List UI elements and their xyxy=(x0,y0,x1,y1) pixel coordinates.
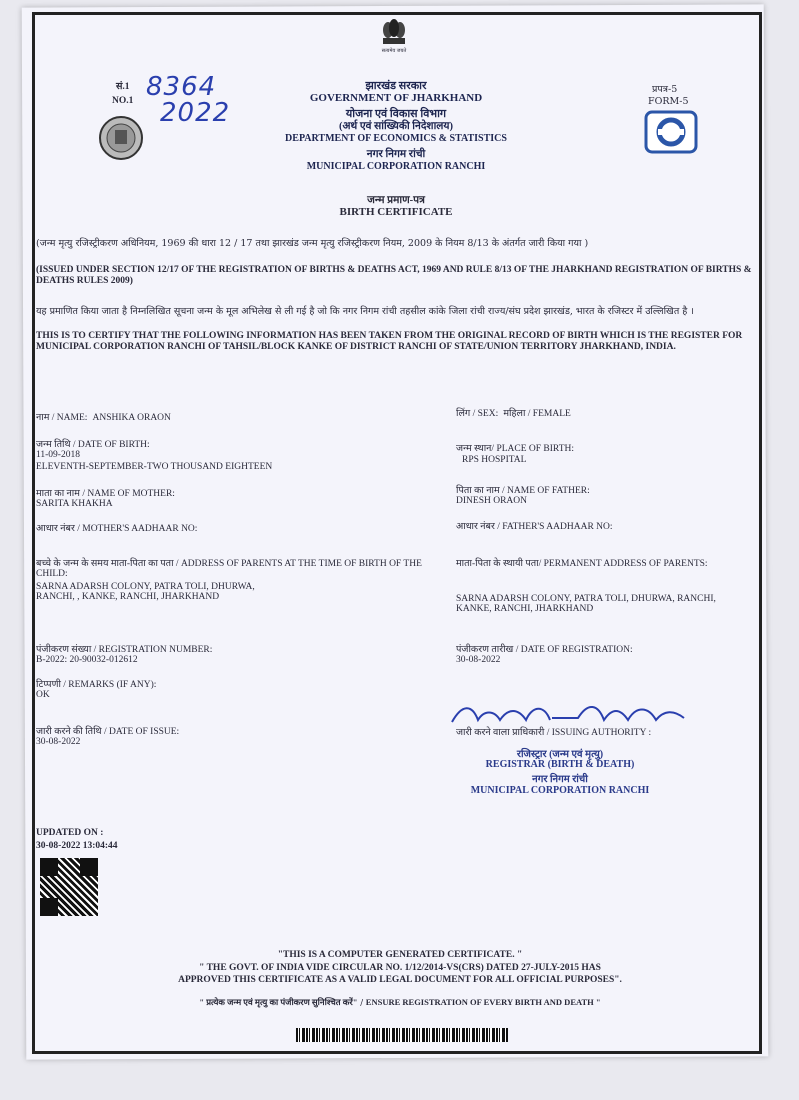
footer-line-3: APPROVED THIS CERTIFICATE AS A VALID LEGAL DOCUMENT FOR ALL OFFICIAL PURPOSES". xyxy=(178,975,622,985)
issue-date-value: 30-08-2022 xyxy=(36,737,81,747)
sex-value: महिला / FEMALE xyxy=(503,409,571,419)
name-label: नाम / NAME: xyxy=(36,413,88,423)
permanent-address-label: माता-पिता के स्थायी पता/ PERMANENT ADDRESS OF PARENTS: xyxy=(456,559,708,569)
sex-field xyxy=(456,401,571,420)
remarks-label: टिप्पणी / REMARKS (IF ANY): xyxy=(36,680,157,690)
govt-name-hindi: झारखंड सरकार xyxy=(365,80,427,92)
name-field xyxy=(36,405,171,424)
stamp-line-3: नगर निगम रांची xyxy=(532,774,588,785)
certificate-title-hindi: जन्म प्रमाण-पत्र xyxy=(367,195,425,206)
issuing-authority-label: जारी करने वाला प्राधिकारी / ISSUING AUTHORITY : xyxy=(456,728,652,738)
updated-on-label: UPDATED ON : xyxy=(36,828,104,838)
dob-label: जन्म तिथि / DATE OF BIRTH: xyxy=(36,440,150,450)
stamp-line-1: रजिस्ट्रार (जन्म एवं मृत्यु) xyxy=(516,749,604,760)
national-emblem-icon xyxy=(378,16,410,50)
registration-number-label: पंजीकरण संख्या / REGISTRATION NUMBER: xyxy=(36,645,213,655)
certify-statement-hindi: यह प्रमाणित किया जाता है निम्नलिखित सूचना जन्म के मूल अभिलेख से ली गई है जो कि नगर निगम रांची तहसील कांके जिला रांची राज्य/संघ प्रदेश झारखंड, भारत के रजिस्टर में उल्लिखित है । xyxy=(36,306,694,317)
updated-on-value: 30-08-2022 13:04:44 xyxy=(36,841,118,851)
form-number-hindi: प्रपत्र-5 xyxy=(652,84,678,95)
issued-under: (ISSUED UNDER SECTION 12/17 OF THE REGISTRATION OF BIRTHS & DEATHS ACT, 1969 AND RULE 8/13 OF THE JHARKHAND REGISTRATION OF BIRTHS & DEATHS RULES 2009) xyxy=(36,265,752,286)
footer-line-1: "THIS IS A COMPUTER GENERATED CERTIFICATE. " xyxy=(277,950,523,960)
sex-label: लिंग / SEX: xyxy=(456,409,499,419)
issue-date-label: जारी करने की तिथि / DATE OF ISSUE: xyxy=(36,727,180,737)
serial-year-handwritten: 2022 xyxy=(160,98,231,128)
qr-code xyxy=(40,858,98,916)
permanent-address-value: SARNA ADARSH COLONY, PATRA TOLI, DHURWA, RANCHI, KANKE, RANCHI, JHARKHAND xyxy=(456,594,716,614)
dob-in-words: ELEVENTH-SEPTEMBER-TWO THOUSAND EIGHTEEN xyxy=(36,462,273,472)
serial-label: NO.1 xyxy=(112,96,134,106)
form-number: FORM-5 xyxy=(648,96,689,107)
stamp-line-2: REGISTRAR (BIRTH & DEATH) xyxy=(485,759,635,770)
father-name-label: पिता का नाम / NAME OF FATHER: xyxy=(456,486,590,496)
certify-statement: THIS IS TO CERTIFY THAT THE FOLLOWING INFORMATION HAS BEEN TAKEN FROM THE ORIGINAL RECORD OF BIRTH WHICH IS THE REGISTER FOR MUNICIPAL CORPORATION RANCHI OF TAHSIL/BLOCK KANKE OF DISTRICT RANCHI OF STATE/UNION TERRITORY JHARKHAND, INDIA. xyxy=(36,331,743,352)
emblem-motto: सत्यमेव जयते xyxy=(381,48,407,54)
registration-number-value: B-2022: 20-90032-012612 xyxy=(36,655,138,665)
stamp-line-4: MUNICIPAL CORPORATION RANCHI xyxy=(470,785,650,796)
serial-label-hindi: सं.1 xyxy=(116,82,130,92)
registration-date-value: 30-08-2022 xyxy=(456,655,501,665)
dept-name: DEPARTMENT OF ECONOMICS & STATISTICS xyxy=(285,133,507,144)
govt-name: GOVERNMENT OF JHARKHAND xyxy=(309,92,483,104)
footer-slogan xyxy=(110,997,690,1008)
mother-name-label: माता का नाम / NAME OF MOTHER: xyxy=(36,489,175,499)
pob-label: जन्म स्थान/ PLACE OF BIRTH: xyxy=(456,444,574,454)
issued-under-hindi: (जन्म मृत्यु रजिस्ट्रीकरण अधिनियम, 1969 की धारा 12 / 17 तथा झारखंड जन्म मृत्यु रजिस्ट्रीकरण नियम, 2009 के नियम 8/13 के अंतर्गत जारी किया गया ) xyxy=(36,238,589,249)
barcode xyxy=(296,1028,508,1042)
dept-name-hindi: योजना एवं विकास विभाग xyxy=(345,108,447,120)
dob-value: 11-09-2018 xyxy=(36,450,80,460)
father-aadhaar-label: आधार नंबर / FATHER'S AADHAAR NO: xyxy=(456,522,613,532)
address-at-birth-value: SARNA ADARSH COLONY, PATRA TOLI, DHURWA, RANCHI, , KANKE, RANCHI, JHARKHAND xyxy=(36,582,255,602)
registration-logo-icon xyxy=(644,110,698,154)
name-value: ANSHIKA ORAON xyxy=(92,413,171,423)
serial-number-handwritten: 8364 xyxy=(146,72,217,102)
registration-date-label: पंजीकरण तारीख / DATE OF REGISTRATION: xyxy=(456,645,633,655)
father-name-value: DINESH ORAON xyxy=(456,496,527,506)
footer-line-2: " THE GOVT. OF INDIA VIDE CIRCULAR NO. 1/12/2014-VS(CRS) DATED 27-JULY-2015 HAS xyxy=(199,963,601,973)
mother-name-value: SARITA KHAKHA xyxy=(36,499,113,509)
certificate-title: BIRTH CERTIFICATE xyxy=(339,206,453,218)
address-at-birth-label: बच्चे के जन्म के समय माता-पिता का पता / ADDRESS OF PARENTS AT THE TIME OF BIRTH OF THE CHILD: xyxy=(36,559,422,579)
remarks-value: OK xyxy=(36,690,50,700)
pob-value: RPS HOSPITAL xyxy=(462,455,527,465)
govt-seal-icon xyxy=(96,115,146,161)
dept-subname-hindi: (अर्थ एवं सांख्यिकी निदेशालय) xyxy=(339,121,453,132)
corp-name: MUNICIPAL CORPORATION RANCHI xyxy=(306,161,486,172)
corp-name-hindi: नगर निगम रांची xyxy=(366,149,426,160)
slogan-hindi: " प्रत्येक जन्म एवं मृत्यु का पंजीकरण सुनिश्चित करें" xyxy=(199,997,358,1007)
slogan-english: ENSURE REGISTRATION OF EVERY BIRTH AND DEATH " xyxy=(365,997,601,1007)
mother-aadhaar-label: आधार नंबर / MOTHER'S AADHAAR NO: xyxy=(36,524,198,534)
slogan-separator: / xyxy=(360,998,364,1008)
